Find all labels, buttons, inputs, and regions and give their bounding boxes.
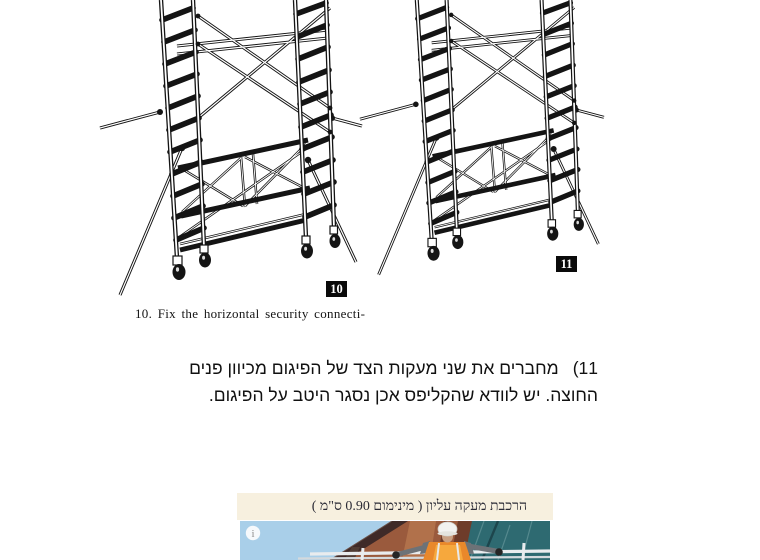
figure-caption: 10. Fix the horizontal security connecti- — [135, 306, 366, 321]
step-number: (11 — [572, 358, 598, 378]
info-icon[interactable] — [246, 526, 260, 540]
instruction-step-11 — [78, 355, 598, 409]
figure-number-badge-10: 10 — [326, 281, 347, 297]
instruction-line-2: החוצה. יש לוודא שהקליפס אכן נסגר היטב על הפיגום. — [208, 385, 598, 405]
instruction-text-1: מחברים את שני מעקות הצד של הפיגום מכיוון פנים — [189, 358, 559, 378]
worker-photo — [240, 521, 550, 560]
glove-right — [495, 548, 503, 556]
svg-text:i: i — [251, 528, 255, 540]
scaffold-drawing-10 — [98, 0, 363, 305]
section-banner: הרכבת מעקה עליון ( מינימום 0.90 ס"מ ) — [237, 493, 553, 520]
instruction-line-1 — [78, 355, 598, 382]
glove-left — [392, 551, 400, 559]
figure-number-badge-11: 11 — [556, 256, 577, 272]
scaffold-drawing-11 — [358, 0, 605, 284]
